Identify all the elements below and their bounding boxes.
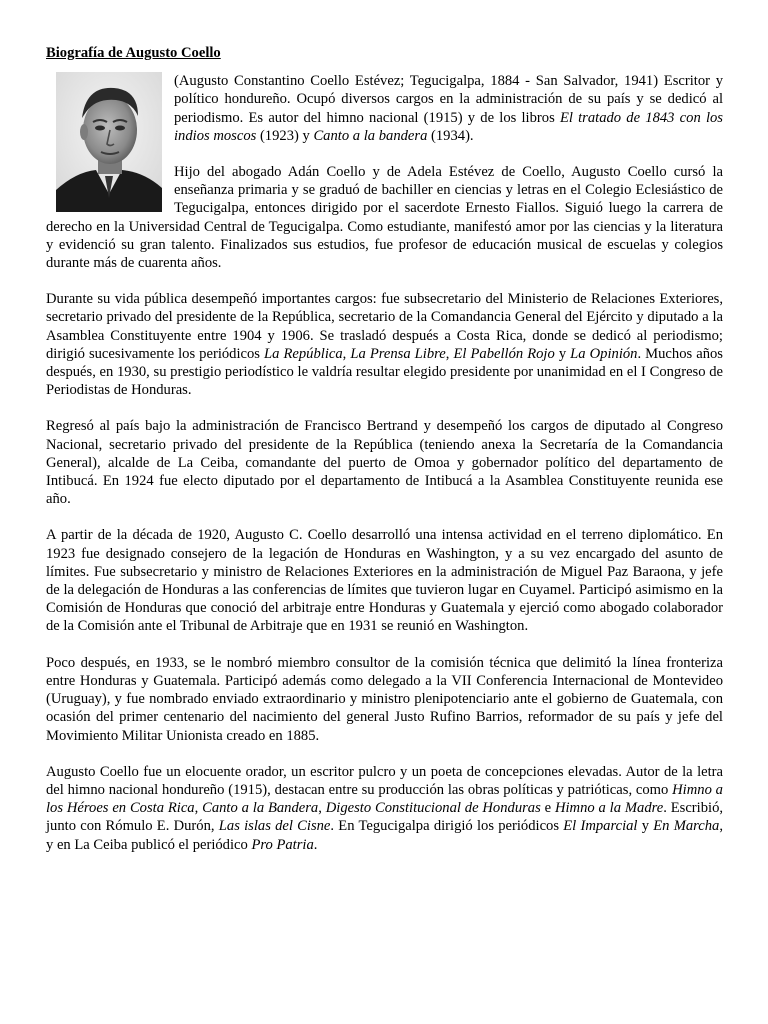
italic-title: Canto a la bandera: [313, 127, 428, 144]
text-run: . En Tegucigalpa dirigió los periódicos: [330, 818, 564, 835]
italic-title: Pro Patria: [251, 836, 314, 853]
text-run: y: [637, 818, 654, 835]
paragraph: [46, 290, 723, 399]
italic-title: Himno a los Héroes en Costa Rica: [46, 781, 723, 817]
italic-title: En Marcha: [653, 818, 720, 835]
text-run: . Escribió, junto con Rómulo E. Durón,: [46, 800, 724, 835]
italic-title: El tratado de 1843 con los indios moscos: [174, 109, 723, 144]
portrait-image: [56, 72, 162, 212]
paragraph: [46, 654, 723, 745]
paragraph: [46, 526, 723, 635]
italic-title: El Imparcial: [563, 818, 638, 835]
text-run: (Augusto Constantino Coello Estévez; Tegucigalpa, 1884 - San Salvador, 1941) Escritor y político hondureño. Ocupó diversos cargos en la administración de su país y se dedicó al periodismo. Es autor del himno nacional (1915) y de los libros: [174, 73, 723, 126]
text-run: Regresó al país bajo la administración de Francisco Bertrand y desempeñó los cargos de diputado al Congreso Nacional, secretario privado del presidente de la República (teniendo anexa la Secretaría de la Comandancia General), alcalde de La Ceiba, comandante del puerto de Omoa y gobernador político del departamento de Intibucá. En 1924 fue electo diputado por el departamento de Intibucá a la Asamblea Constituyente reunida ese año.: [46, 418, 723, 508]
text-run: .: [313, 836, 318, 853]
italic-title: Las islas del Cisne: [218, 818, 331, 835]
text-run: Hijo del abogado Adán Coello y de Adela Estévez de Coello, Augusto Coello cursó la enseñanza primaria y se graduó de bachiller en ciencias y letras en el Colegio Eclesiástico de Tegucigalpa, entonces dirigido por el sacerdote Ernesto Fiallos. Siguió luego la carrera de derecho en la Universidad Central de Tegucigalpa. Como estudiante, manifestó amor por las ciencias y la literatura y evidenció su gran talento. Finalizados sus estudios, fue profesor de educación musical de escuelas y colegios durante más de cuarenta años.: [46, 164, 723, 272]
italic-title: Digesto Constitucional de Honduras: [325, 800, 541, 817]
text-run: (1934).: [427, 127, 474, 144]
text-run: Poco después, en 1933, se le nombró miembro consultor de la comisión técnica que delimitó la línea fronteriza entre Honduras y Guatemala. Participó además como delegado a la VII Conferencia Internacional de Montevideo (Uruguay), y fue nombrado enviado extraordinario y ministro plenipotenciario ante el gobierno de Guatemala, con ocasión del primer centenario del nacimiento del general Justo Rufino Barrios, reformador de su país y jefe del Movimiento Militar Unionista creado en 1885.: [46, 654, 723, 744]
text-run: . Muchos años después, en 1930, su prestigio periodístico le valdría resultar elegido presidente por unanimidad en el I Congreso de Periodistas de Honduras.: [46, 345, 723, 399]
document-title: Biografía de Augusto Coello: [46, 45, 221, 61]
text-run: ,: [318, 800, 326, 817]
italic-title: Canto a la Bandera: [202, 800, 319, 817]
paragraph: [46, 417, 723, 508]
text-run: ,: [194, 800, 203, 817]
text-run: e: [540, 800, 555, 817]
text-run: , y en La Ceiba publicó el periódico: [46, 818, 724, 853]
italic-title: La República: [264, 345, 343, 362]
text-run: y: [554, 345, 571, 362]
text-run: (1923) y: [256, 127, 314, 144]
italic-title: La Prensa Libre: [350, 345, 446, 362]
text-run: Durante su vida pública desempeñó importantes cargos: fue subsecretario del Ministerio de Relaciones Exteriores, secretario privado del presidente de la República, secretario de la Comandancia General del Ejército y diputado a la Asamblea Constituyente entre 1904 y 1906. Se trasladó después a Costa Rica, donde se dedicó al periodismo; dirigió sucesivamente los periódicos: [46, 291, 723, 362]
text-run: ,: [342, 345, 351, 362]
document-page: [46, 44, 723, 872]
portrait-photo: [56, 72, 162, 212]
text-run: Augusto Coello fue un elocuente orador, un escritor pulcro y un poeta de concepciones elevadas. Autor de la letra del himno nacional hondureño (1915), destacan entre su producción las obras políticas y patrióticas, como: [46, 763, 723, 798]
italic-title: El Pabellón Rojo: [453, 345, 555, 362]
text-run: A partir de la década de 1920, Augusto C. Coello desarrolló una intensa actividad en el terreno diplomático. En 1923 fue designado consejero de la legación de Honduras en Washington, y a su vez encargado del asunto de límites. Fue subsecretario y ministro de Relaciones Exteriores en la administración de Miguel Paz Baraona, y jefe de la delegación de Honduras a las conferencias de límites que tuvieron lugar en Cuyamel. Participó asimismo en la Comisión de Honduras que conoció del arbitraje entre Honduras y Guatemala y ejerció como abogado colaborador de la Comisión ante el Tribunal de Arbitraje que en 1931 se reunió en Washington.: [46, 527, 723, 635]
italic-title: La Opinión: [570, 345, 638, 362]
paragraph: [46, 763, 723, 854]
text-run: ,: [445, 345, 454, 362]
italic-title: Himno a la Madre: [554, 800, 664, 817]
